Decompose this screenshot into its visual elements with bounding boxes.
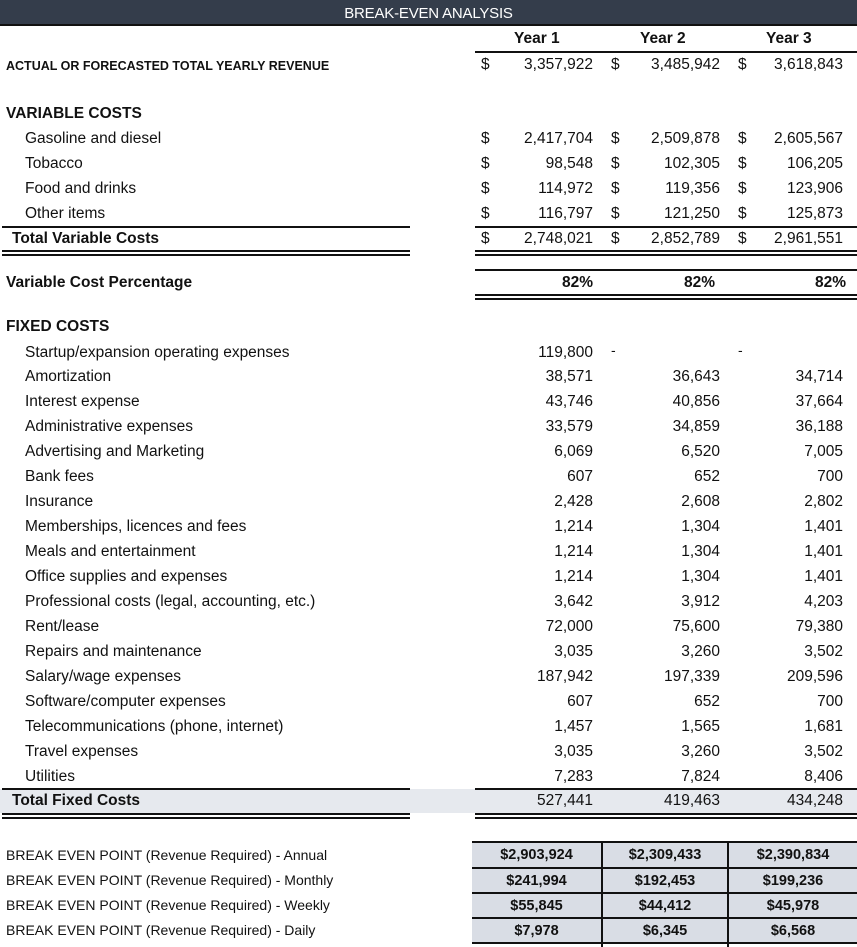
rule [601, 841, 603, 947]
value-year-3: 4,203 [804, 593, 843, 610]
value-year-3: 700 [817, 693, 843, 710]
value-year-1: 114,972 [538, 180, 593, 197]
total-variable-costs-label: Total Variable Costs [12, 230, 160, 247]
value-year-2: 1,304 [681, 568, 720, 585]
currency-sign: $ [611, 130, 620, 147]
fixed-cost-label: Professional costs (legal, accounting, etc.) [25, 593, 316, 610]
value-year-2: 40,856 [672, 393, 720, 410]
variable-costs-heading-row [0, 102, 857, 127]
rule [475, 817, 857, 819]
break-even-annual-year-2: $2,309,433 [603, 843, 727, 868]
percentage-year-3: 82% [814, 274, 846, 291]
break-even-weekly-year-2: $44,412 [603, 894, 727, 918]
value-year-1: 98,548 [545, 155, 593, 172]
variable-cost-label: Other items [25, 205, 106, 222]
fixed-cost-label: Advertising and Marketing [25, 443, 205, 460]
fixed-cost-row [0, 690, 857, 715]
fixed-cost-label: Office supplies and expenses [25, 568, 228, 585]
value-year-2: 197,339 [663, 668, 720, 685]
total-fixed-costs-label: Total Fixed Costs [12, 792, 141, 809]
value-year-1: 72,000 [545, 618, 593, 635]
value-year-2: 2,509,878 [651, 130, 720, 147]
total-fixed-year-1: 527,441 [536, 792, 593, 809]
currency-sign: $ [738, 180, 747, 197]
currency-sign: $ [481, 230, 490, 247]
rule [475, 298, 857, 300]
fixed-cost-row [0, 715, 857, 740]
value-year-1: 607 [567, 693, 593, 710]
total-fixed-costs-row [0, 789, 857, 814]
break-even-monthly-year-2: $192,453 [603, 869, 727, 893]
fixed-cost-label: Repairs and maintenance [25, 643, 202, 660]
variable-cost-percentage-row [0, 271, 857, 296]
value-year-3: 125,873 [786, 205, 843, 222]
currency-sign: $ [738, 205, 747, 222]
currency-sign: $ [481, 56, 490, 73]
value-year-3: 1,401 [804, 543, 843, 560]
break-even-daily-year-3: $6,568 [729, 919, 857, 943]
fixed-cost-row [0, 515, 857, 540]
fixed-cost-row [0, 765, 857, 790]
value-year-2: 652 [694, 468, 720, 485]
variable-cost-label: Tobacco [25, 155, 83, 172]
fixed-cost-label: Telecommunications (phone, internet) [25, 718, 284, 735]
break-even-annual-year-1: $2,903,924 [472, 843, 601, 868]
rule [472, 917, 857, 919]
break-even-label: BREAK EVEN POINT (Revenue Required) - Annual [6, 847, 328, 863]
fixed-cost-row [0, 740, 857, 765]
value-year-1: 119,800 [538, 344, 593, 361]
percentage-year-1: 82% [561, 274, 593, 291]
fixed-cost-label: Software/computer expenses [25, 693, 226, 710]
break-even-label: BREAK EVEN POINT (Revenue Required) - Weekly [6, 897, 330, 913]
rule [475, 294, 857, 296]
break-even-label: BREAK EVEN POINT (Revenue Required) - Daily [6, 922, 316, 938]
value-year-2: 652 [694, 693, 720, 710]
fixed-cost-label: Travel expenses [25, 743, 139, 760]
total-variable-year-3: 2,961,551 [774, 230, 843, 247]
break-even-annual-year-3: $2,390,834 [729, 843, 857, 868]
fixed-cost-row [0, 565, 857, 590]
break-even-weekly-year-3: $45,978 [729, 894, 857, 918]
value-year-1: 6,069 [554, 443, 593, 460]
rule [2, 250, 410, 252]
break-even-monthly-year-3: $199,236 [729, 869, 857, 893]
currency-sign: $ [738, 130, 747, 147]
currency-sign: $ [738, 230, 747, 247]
value-year-3: 3,502 [804, 743, 843, 760]
value-year-1: 33,579 [545, 418, 593, 435]
value-year-1: 187,942 [536, 668, 593, 685]
rule [475, 250, 857, 252]
variable-cost-row [0, 127, 857, 152]
value-year-1: 7,283 [554, 768, 593, 785]
value-year-3: 8,406 [804, 768, 843, 785]
value-year-2: 34,859 [672, 418, 720, 435]
fixed-costs-heading: FIXED COSTS [6, 318, 110, 335]
value-year-3: 7,005 [804, 443, 843, 460]
total-fixed-year-2: 419,463 [663, 792, 720, 809]
fixed-cost-row [0, 440, 857, 465]
currency-sign: $ [611, 180, 620, 197]
value-year-1: 1,214 [554, 518, 593, 535]
revenue-year-2: 3,485,942 [651, 56, 720, 73]
value-year-3: 37,664 [795, 393, 843, 410]
rule [472, 892, 857, 894]
value-year-1: 607 [567, 468, 593, 485]
value-year-2: 2,608 [681, 493, 720, 510]
value-year-3: - [738, 342, 743, 358]
value-year-1: 38,571 [545, 368, 593, 385]
value-year-3: 3,502 [804, 643, 843, 660]
variable-cost-row [0, 177, 857, 202]
fixed-cost-label: Meals and entertainment [25, 543, 196, 560]
fixed-cost-row [0, 615, 857, 640]
value-year-2: 102,305 [663, 155, 720, 172]
value-year-2: 75,600 [672, 618, 720, 635]
value-year-3: 2,802 [804, 493, 843, 510]
fixed-cost-row [0, 341, 857, 366]
fixed-cost-row [0, 640, 857, 665]
value-year-3: 1,681 [804, 718, 843, 735]
fixed-cost-row [0, 540, 857, 565]
percentage-year-2: 82% [683, 274, 715, 291]
fixed-cost-row [0, 465, 857, 490]
value-year-1: 1,214 [554, 568, 593, 585]
value-year-2: 36,643 [672, 368, 720, 385]
currency-sign: $ [611, 56, 620, 73]
fixed-cost-label: Utilities [25, 768, 75, 785]
value-year-2: 3,260 [681, 643, 720, 660]
fixed-cost-label: Memberships, licences and fees [25, 518, 247, 535]
rule [475, 813, 857, 815]
fixed-cost-label: Rent/lease [25, 618, 100, 635]
variable-cost-label: Food and drinks [25, 180, 137, 197]
break-even-weekly-year-1: $55,845 [472, 894, 601, 918]
value-year-2: 7,824 [681, 768, 720, 785]
value-year-2: - [611, 342, 616, 358]
fixed-cost-label: Administrative expenses [25, 418, 193, 435]
break-even-daily-year-1: $7,978 [472, 919, 601, 943]
fixed-cost-row [0, 390, 857, 415]
currency-sign: $ [738, 56, 747, 73]
variable-cost-row [0, 152, 857, 177]
value-year-3: 106,205 [786, 155, 843, 172]
value-year-3: 209,596 [786, 668, 843, 685]
currency-sign: $ [738, 155, 747, 172]
fixed-cost-label: Amortization [25, 368, 112, 385]
revenue-year-1: 3,357,922 [524, 56, 593, 73]
value-year-3: 79,380 [795, 618, 843, 635]
value-year-2: 3,912 [681, 593, 720, 610]
value-year-1: 2,417,704 [524, 130, 593, 147]
value-year-1: 3,035 [554, 743, 593, 760]
value-year-2: 1,304 [681, 543, 720, 560]
total-variable-costs-row [0, 227, 857, 252]
break-even-daily-year-2: $6,345 [603, 919, 727, 943]
year-1-header: Year 1 [514, 30, 560, 47]
value-year-1: 43,746 [545, 393, 593, 410]
total-variable-year-2: 2,852,789 [651, 230, 720, 247]
sheet-title: BREAK-EVEN ANALYSIS [0, 0, 857, 26]
value-year-3: 123,906 [786, 180, 843, 197]
fixed-cost-label: Bank fees [25, 468, 94, 485]
revenue-label: ACTUAL OR FORECASTED TOTAL YEARLY REVENUE [6, 59, 330, 73]
value-year-3: 34,714 [795, 368, 843, 385]
value-year-1: 3,035 [554, 643, 593, 660]
value-year-3: 36,188 [795, 418, 843, 435]
currency-sign: $ [481, 130, 490, 147]
break-even-monthly-year-1: $241,994 [472, 869, 601, 893]
variable-cost-row [0, 202, 857, 227]
fixed-cost-row [0, 590, 857, 615]
fixed-cost-label: Insurance [25, 493, 94, 510]
value-year-1: 2,428 [554, 493, 593, 510]
rule [727, 841, 729, 947]
value-year-3: 700 [817, 468, 843, 485]
value-year-2: 1,304 [681, 518, 720, 535]
variable-costs-heading: VARIABLE COSTS [6, 105, 142, 122]
fixed-cost-row [0, 415, 857, 440]
fixed-costs-heading-row [0, 315, 857, 340]
value-year-3: 1,401 [804, 568, 843, 585]
value-year-2: 121,250 [663, 205, 720, 222]
fixed-cost-row [0, 365, 857, 390]
revenue-year-3: 3,618,843 [774, 56, 843, 73]
year-2-header: Year 2 [640, 30, 686, 47]
fixed-cost-label: Salary/wage expenses [25, 668, 181, 685]
variable-cost-percentage-label: Variable Cost Percentage [6, 274, 193, 291]
rule [475, 254, 857, 256]
fixed-cost-label: Startup/expansion operating expenses [25, 344, 290, 361]
value-year-1: 1,457 [554, 718, 593, 735]
year-3-header: Year 3 [766, 30, 812, 47]
currency-sign: $ [611, 230, 620, 247]
value-year-3: 2,605,567 [774, 130, 843, 147]
value-year-1: 1,214 [554, 543, 593, 560]
value-year-1: 116,797 [538, 205, 593, 222]
currency-sign: $ [611, 155, 620, 172]
fixed-cost-row [0, 665, 857, 690]
value-year-2: 1,565 [681, 718, 720, 735]
break-even-label: BREAK EVEN POINT (Revenue Required) - Monthly [6, 872, 334, 888]
rule [472, 942, 857, 944]
rule [2, 817, 410, 819]
rule [472, 867, 857, 869]
value-year-3: 1,401 [804, 518, 843, 535]
currency-sign: $ [481, 180, 490, 197]
currency-sign: $ [481, 155, 490, 172]
value-year-2: 119,356 [665, 180, 720, 197]
currency-sign: $ [611, 205, 620, 222]
value-year-1: 3,642 [554, 593, 593, 610]
total-variable-year-1: 2,748,021 [524, 230, 593, 247]
value-year-2: 6,520 [681, 443, 720, 460]
value-year-2: 3,260 [681, 743, 720, 760]
total-fixed-year-3: 434,248 [786, 792, 843, 809]
revenue-row [0, 53, 857, 78]
fixed-cost-label: Interest expense [25, 393, 140, 410]
fixed-cost-row [0, 490, 857, 515]
variable-cost-label: Gasoline and diesel [25, 130, 162, 147]
rule [2, 813, 410, 815]
rule [2, 254, 410, 256]
currency-sign: $ [481, 205, 490, 222]
